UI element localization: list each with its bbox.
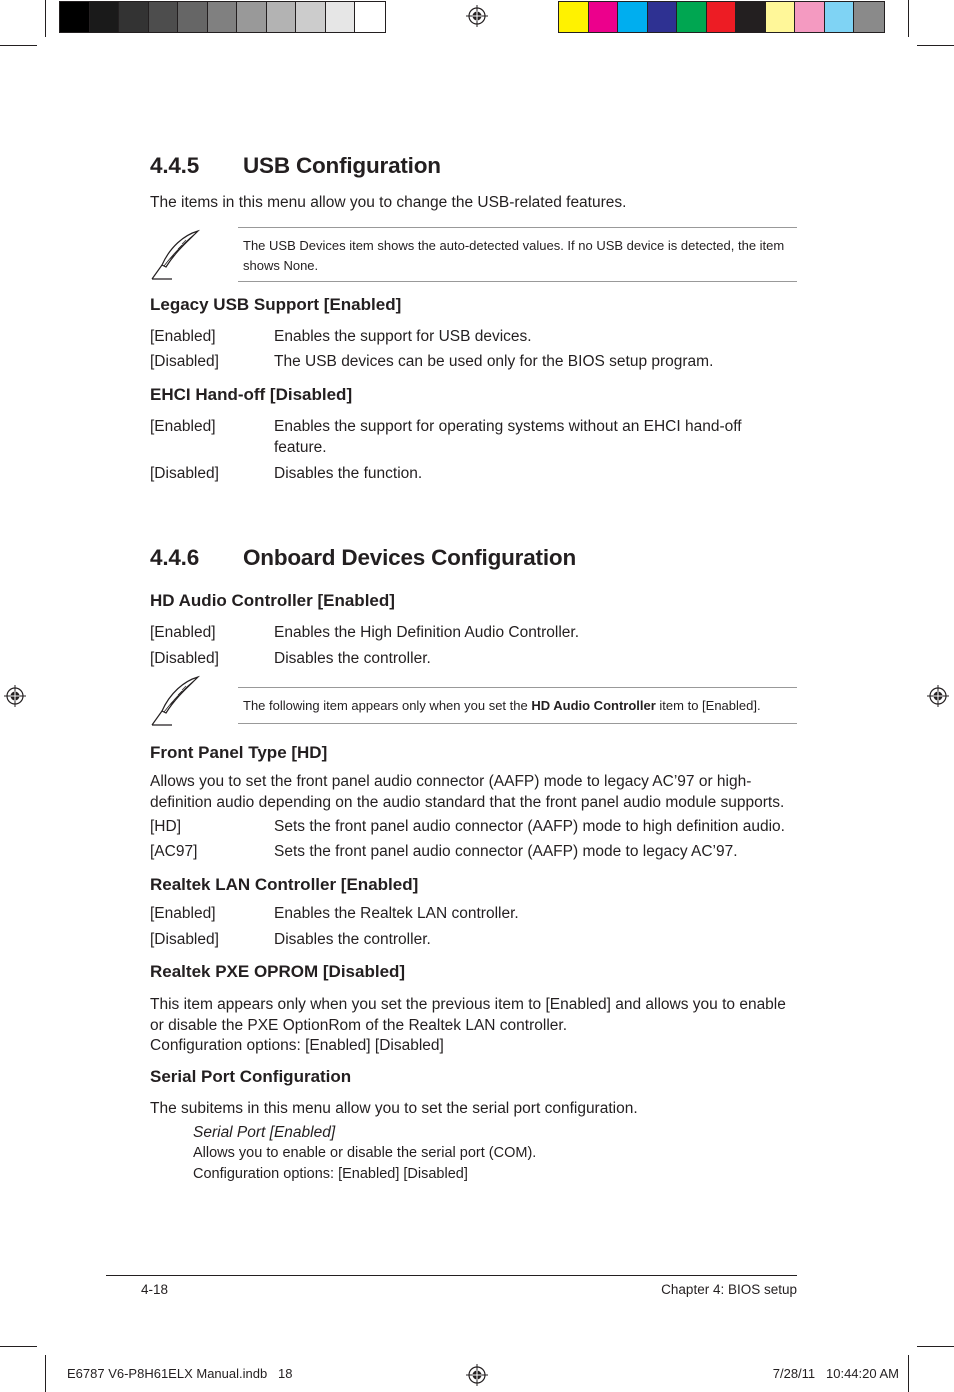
ehci-heading: EHCI Hand-off [Disabled] [150, 385, 353, 404]
serial-sub-desc: Allows you to enable or disable the serial port (COM). [193, 1145, 537, 1161]
registration-mark-icon [466, 5, 488, 27]
legacy-usb-heading: Legacy USB Support [Enabled] [150, 295, 402, 314]
note-text-after: item to [Enabled]. [655, 698, 761, 713]
usb-note-text: The USB Devices item shows the auto-detected values. If no USB device is detected, the item shows None. [243, 238, 785, 273]
color-swatch [736, 2, 766, 32]
hd-audio-note-box [150, 687, 797, 724]
option-key: [HD] [150, 818, 181, 835]
color-swatch [795, 2, 825, 32]
hd-audio-note-text [243, 696, 803, 716]
section-heading-onboard [150, 545, 576, 571]
option-key: [Disabled] [150, 353, 219, 370]
color-swatch [149, 2, 179, 32]
color-swatch [707, 2, 737, 32]
option-key: [Enabled] [150, 624, 216, 641]
option-key: [Disabled] [150, 465, 219, 482]
option-key: [Disabled] [150, 931, 219, 948]
note-rule-top [238, 687, 797, 688]
color-swatch [648, 2, 678, 32]
crop-mark [917, 1346, 954, 1347]
option-key: [Disabled] [150, 650, 219, 667]
option-key: [AC97] [150, 843, 198, 860]
color-swatch [589, 2, 619, 32]
hd-audio-heading: HD Audio Controller [Enabled] [150, 591, 395, 610]
color-swatch [237, 2, 267, 32]
option-desc: Disables the controller. [274, 650, 431, 667]
slug-file: E6787 V6-P8H61ELX Manual.indb 18 [67, 1366, 293, 1381]
quill-pen-icon [150, 675, 202, 727]
pxe-heading: Realtek PXE OPROM [Disabled] [150, 962, 406, 981]
usb-note-box [150, 227, 797, 282]
registration-mark-icon [466, 1364, 488, 1386]
color-swatch [825, 2, 855, 32]
color-swatch [119, 2, 149, 32]
grayscale-color-bar [59, 1, 386, 33]
crop-mark [0, 1346, 37, 1347]
color-swatch [559, 2, 589, 32]
crop-mark [0, 45, 37, 46]
note-text-before: The following item appears only when you set the [243, 698, 532, 713]
option-desc: Disables the controller. [274, 931, 431, 948]
note-rule-top [238, 227, 797, 228]
crop-mark [45, 0, 46, 37]
option-desc: Enables the High Definition Audio Controller. [274, 624, 580, 641]
option-desc: Sets the front panel audio connector (AAFP) mode to legacy AC’97. [274, 843, 738, 860]
option-desc: Enables the support for operating systems without an EHCI hand-off feature. [274, 418, 742, 456]
crop-mark [908, 0, 909, 37]
serial-sub-config: Configuration options: [Enabled] [Disabled] [193, 1166, 468, 1182]
crop-mark [908, 1355, 909, 1392]
front-panel-desc: Allows you to set the front panel audio connector (AAFP) mode to legacy AC’97 or high-definition audio depending on the audio standard that the front panel audio module supports. [150, 773, 785, 811]
crop-mark [45, 1355, 46, 1392]
pxe-config: Configuration options: [Enabled] [Disabled] [150, 1037, 444, 1054]
option-desc: Sets the front panel audio connector (AAFP) mode to high definition audio. [274, 818, 785, 835]
serial-sub-title: Serial Port [Enabled] [193, 1124, 336, 1141]
chapter-label: Chapter 4: BIOS setup [661, 1282, 797, 1297]
option-key: [Enabled] [150, 328, 216, 345]
option-desc: Enables the Realtek LAN controller. [274, 905, 519, 922]
section-heading-usb [150, 153, 441, 179]
section-title: Onboard Devices Configuration [243, 545, 576, 570]
front-panel-heading: Front Panel Type [HD] [150, 743, 328, 762]
color-swatch [355, 2, 385, 32]
color-swatch [854, 2, 884, 32]
option-desc: Enables the support for USB devices. [274, 328, 532, 345]
lan-heading: Realtek LAN Controller [Enabled] [150, 875, 419, 894]
section-number: 4.4.6 [150, 545, 200, 570]
color-swatch [90, 2, 120, 32]
color-swatch [267, 2, 297, 32]
section-number: 4.4.5 [150, 153, 200, 178]
quill-pen-icon [150, 229, 202, 281]
note-rule-bottom [238, 281, 797, 282]
color-swatch [60, 2, 90, 32]
slug-date: 7/28/11 10:44:20 AM [772, 1366, 899, 1381]
note-rule-bottom [238, 723, 797, 724]
color-swatch [766, 2, 796, 32]
footer-rule [106, 1275, 797, 1276]
color-swatch [208, 2, 238, 32]
registration-mark-icon [927, 685, 949, 707]
section-title: USB Configuration [243, 153, 441, 178]
serial-desc: The subitems in this menu allow you to set the serial port configuration. [150, 1100, 638, 1117]
pxe-desc: This item appears only when you set the previous item to [Enabled] and allows you to enable or disable the PXE OptionRom of the Realtek LAN controller. [150, 996, 786, 1034]
option-desc: The USB devices can be used only for the BIOS setup program. [274, 353, 714, 370]
registration-mark-icon [4, 685, 26, 707]
color-swatch [326, 2, 356, 32]
note-text-bold: HD Audio Controller [531, 698, 656, 713]
color-swatch [677, 2, 707, 32]
option-key: [Enabled] [150, 418, 216, 435]
usb-intro: The items in this menu allow you to change the USB-related features. [150, 194, 627, 211]
option-desc: Disables the function. [274, 465, 423, 482]
page-number: 4-18 [141, 1282, 169, 1297]
process-color-bar [558, 1, 885, 33]
option-key: [Enabled] [150, 905, 216, 922]
crop-mark [917, 45, 954, 46]
color-swatch [178, 2, 208, 32]
color-swatch [618, 2, 648, 32]
color-swatch [296, 2, 326, 32]
serial-heading: Serial Port Configuration [150, 1067, 352, 1086]
